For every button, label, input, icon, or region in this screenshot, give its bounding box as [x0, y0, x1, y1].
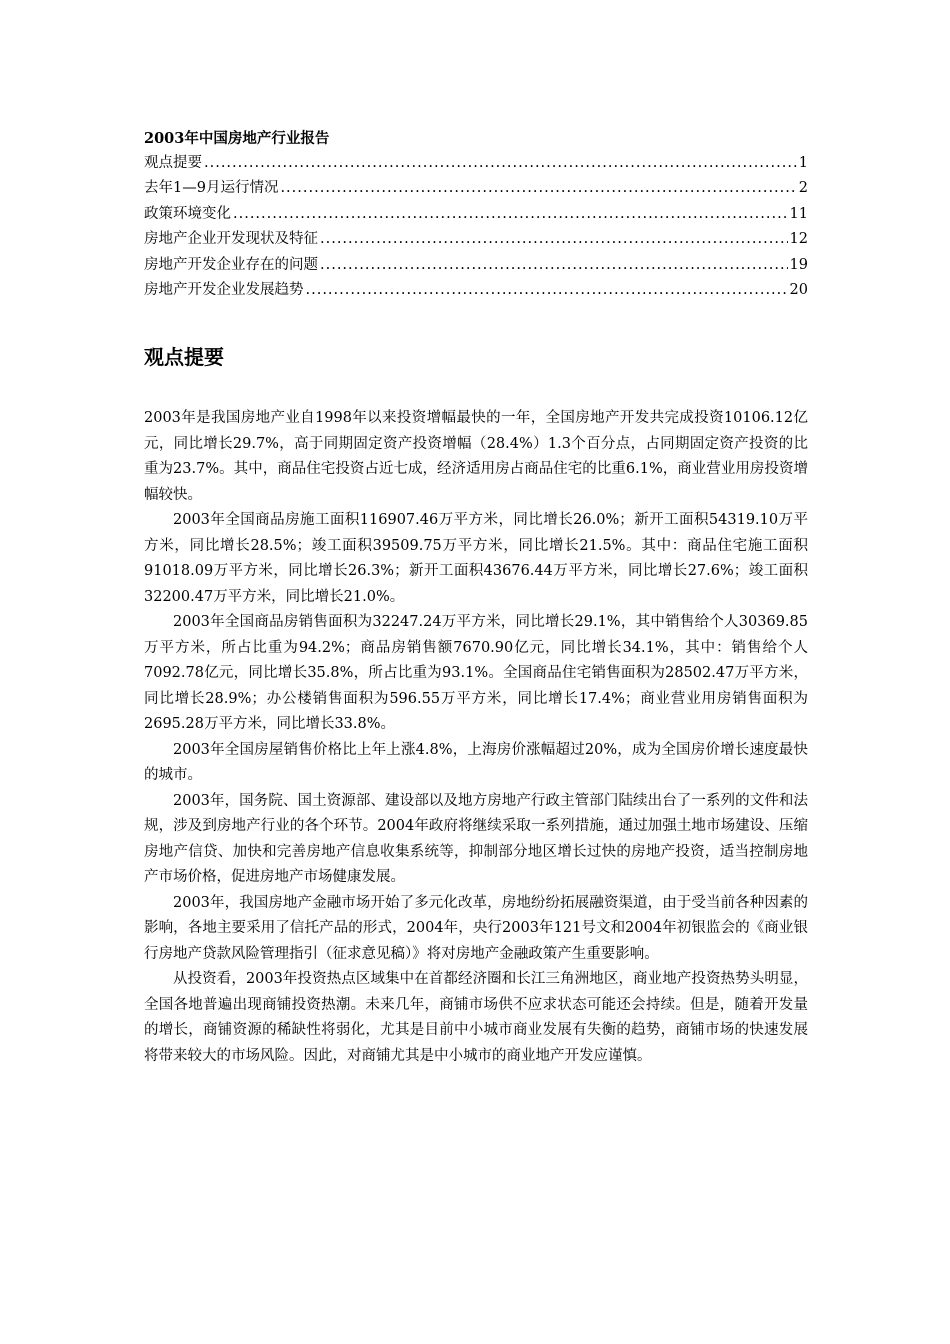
paragraph: 2003年全国商品房销售面积为32247.24万平方米，同比增长29.1%，其中销售给个人30369.85万平方米，所占比重为94.2%；商品房销售额7670.90亿元，同比增长34.1%，其中：销售给个人7092.78亿元，同比增长35.8%，所占比重为93.1%。全国商品住宅销售面积为28502.47万平方米，同比增长28.9%；办公楼销售面积为596.55万平方米，同比增长17.4%；商业营业用房销售面积为2695.28万平方米，同比增长33.8%。 — [144, 614, 808, 732]
toc-page-number: 11 — [789, 205, 808, 222]
toc-item-trends[interactable] — [144, 278, 808, 303]
paragraph: 2003年，国务院、国土资源部、建设部以及地方房地产行政主管部门陆续出台了一系列的文件和法规，涉及到房地产行业的各个环节。2004年政府将继续采取一系列措施，通过加强土地市场建设、压缩房地产信贷、加快和完善房地产信息收集系统等，抑制部分地区增长过快的房地产投资，适当控制房地产市场价格，促进房地产市场健康发展。 — [144, 792, 808, 885]
toc-item-label: 房地产开发企业存在的问题 — [144, 256, 318, 273]
toc-page-number: 20 — [789, 281, 808, 298]
toc-dot-leader — [320, 227, 788, 252]
toc-page-number: 1 — [798, 155, 808, 171]
table-of-contents — [144, 151, 808, 303]
toc-item-label: 观点提要 — [144, 155, 202, 171]
toc-dot-leader — [204, 151, 797, 176]
paragraph: 2003年全国房屋销售价格比上年上涨4.8%，上海房价涨幅超过20%，成为全国房价增长速度最快的城市。 — [144, 741, 808, 783]
toc-item-status[interactable] — [144, 227, 808, 252]
section-heading: 观点提要 — [144, 344, 224, 369]
paragraph: 2003年是我国房地产业自1998年以来投资增幅最快的一年，全国房地产开发共完成投资10106.12亿元，同比增长29.7%，高于同期固定资产投资增幅（28.4%）1.3个百分点，占同期固定资产投资的比重为23.7%。其中，商品住宅投资占近七成，经济适用房占商品住宅的比重6.1%，商业营业用房投资增幅较快。 — [144, 410, 808, 503]
toc-item-problems[interactable] — [144, 253, 808, 278]
document-title: 2003年中国房地产行业报告 — [144, 130, 330, 147]
paragraph: 2003年，我国房地产金融市场开始了多元化改革，房地纷纷拓展融资渠道，由于受当前各种因素的影响，各地主要采用了信托产品的形式，2004年，央行2003年121号文和2004年初银监会的《商业银行房地产贷款风险管理指引（征求意见稿）》将对房地产金融政策产生重要影响。 — [144, 894, 808, 962]
paragraph: 2003年全国商品房施工面积116907.46万平方米，同比增长26.0%；新开工面积54319.10万平方米，同比增长28.5%；竣工面积39509.75万平方米，同比增长21.5%。其中：商品住宅施工面积91018.09万平方米，同比增长26.3%；新开工面积43676.44万平方米，同比增长27.6%；竣工面积32200.47万平方米，同比增长21.0%。 — [144, 512, 808, 605]
toc-item-policy[interactable] — [144, 202, 808, 227]
toc-item-operations[interactable] — [144, 176, 808, 201]
toc-dot-leader — [233, 202, 788, 227]
toc-page-number: 12 — [789, 231, 808, 248]
toc-item-label: 房地产企业开发现状及特征 — [144, 231, 318, 248]
toc-page-number: 19 — [789, 256, 808, 273]
toc-item-label: 房地产开发企业发展趋势 — [144, 281, 304, 298]
toc-dot-leader — [280, 176, 796, 201]
toc-dot-leader — [306, 278, 788, 303]
toc-page-number: 2 — [798, 180, 808, 197]
toc-item-label: 去年1—9月运行情况 — [144, 180, 279, 197]
body-text — [144, 406, 808, 1069]
paragraph: 从投资看，2003年投资热点区域集中在首都经济圈和长江三角洲地区，商业地产投资热势头明显，全国各地普遍出现商铺投资热潮。未来几年，商铺市场供不应求状态可能还会持续。但是，随着开发量的增长，商铺资源的稀缺性将弱化，尤其是目前中小城市商业发展有失衡的趋势，商铺市场的快速发展将带来较大的市场风险。因此，对商铺尤其是中小城市的商业地产开发应谨慎。 — [144, 971, 808, 1064]
toc-dot-leader — [320, 253, 788, 278]
toc-item-observations[interactable] — [144, 151, 808, 176]
toc-item-label: 政策环境变化 — [144, 205, 231, 222]
